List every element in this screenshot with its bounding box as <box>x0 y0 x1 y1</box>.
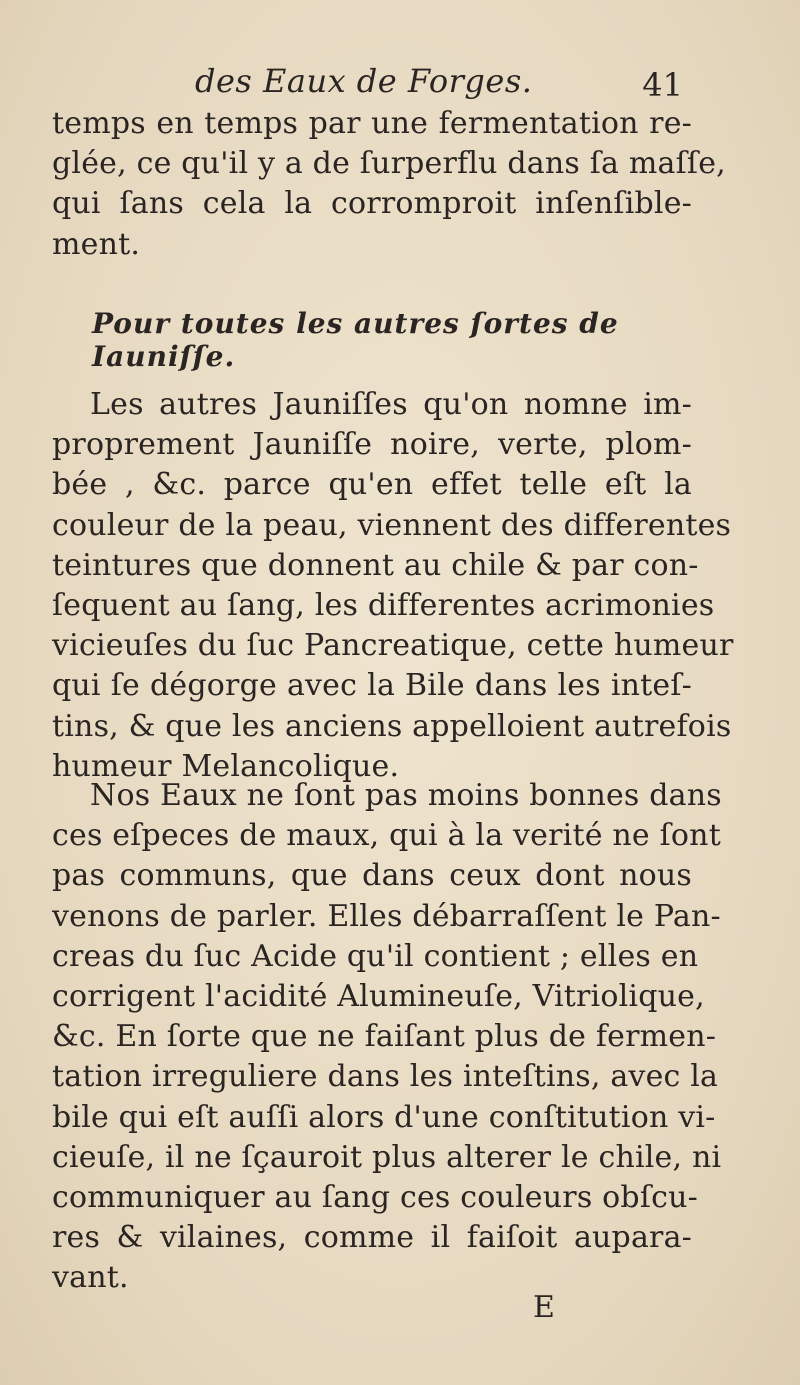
text-line: communiquer au ſang ces couleurs obſcu- <box>52 1179 698 1215</box>
section-heading: Pour toutes les autres ſortes de Iauniſſe. <box>92 307 619 373</box>
paragraph-jaunisses <box>52 385 734 787</box>
text-line: teintures que donnent au chile & par con- <box>52 547 699 583</box>
text-line: couleur de la peau, viennent des differentes <box>52 507 732 543</box>
paragraph-nos-eaux <box>52 776 722 1298</box>
running-head: des Eaux de Forges. <box>195 62 533 100</box>
page-number: 41 <box>642 66 683 104</box>
text-line: vicieuſes du ſuc Pancreatique, cette humeur <box>52 628 734 664</box>
text-line: Les autres Jauniſſes qu'on nomne im- <box>90 387 692 422</box>
text-line: venons de parler. Elles débarraſſent le Pan- <box>52 898 721 934</box>
text-line: corrigent l'acidité Alumineuſe, Vitriolique, <box>52 978 705 1014</box>
text-line: ment. <box>52 226 141 262</box>
text-line: pas communs, que dans ceux dont nous <box>52 858 692 894</box>
text-line: glée, ce qu'il y a de ſurperflu dans ſa maſſe, <box>52 146 726 182</box>
signature-mark: E <box>533 1290 556 1325</box>
text-line: &c. En ſorte que ne faiſant plus de fermen- <box>52 1019 717 1055</box>
text-line: cieuſe, il ne ſçauroit plus alterer le chile, ni <box>52 1139 722 1175</box>
text-line: proprement Jauniſſe noire, verte, plom- <box>52 427 692 463</box>
text-line: humeur Melancolique. <box>52 748 400 784</box>
text-line: bile qui eſt auſſi alors d'une conſtitution vi- <box>52 1099 716 1135</box>
text-line: temps en temps par une fermentation re- <box>52 106 692 141</box>
page-header <box>195 62 695 102</box>
text-line: tins, & que les anciens appelloient autrefois <box>52 708 732 744</box>
text-line: ces eſpeces de maux, qui à la verité ne ſont <box>52 818 721 854</box>
text-line: res & vilaines, comme il faiſoit aupara- <box>52 1220 692 1256</box>
text-line: qui ſans cela la corromproit inſenſible- <box>52 186 692 222</box>
text-line: bée , &c. parce qu'en effet telle eſt la <box>52 467 692 503</box>
continued-paragraph <box>52 104 726 265</box>
text-line: tation irreguliere dans les inteſtins, avec la <box>52 1059 719 1095</box>
text-line: creas du ſuc Acide qu'il contient ; elles en <box>52 938 699 974</box>
text-line: qui ſe dégorge avec la Bile dans les inteſ- <box>52 668 692 704</box>
text-line: ſequent au ſang, les differentes acrimonies <box>52 587 715 623</box>
text-line: vant. <box>52 1260 129 1296</box>
text-line: Nos Eaux ne ſont pas moins bonnes dans <box>90 778 722 813</box>
